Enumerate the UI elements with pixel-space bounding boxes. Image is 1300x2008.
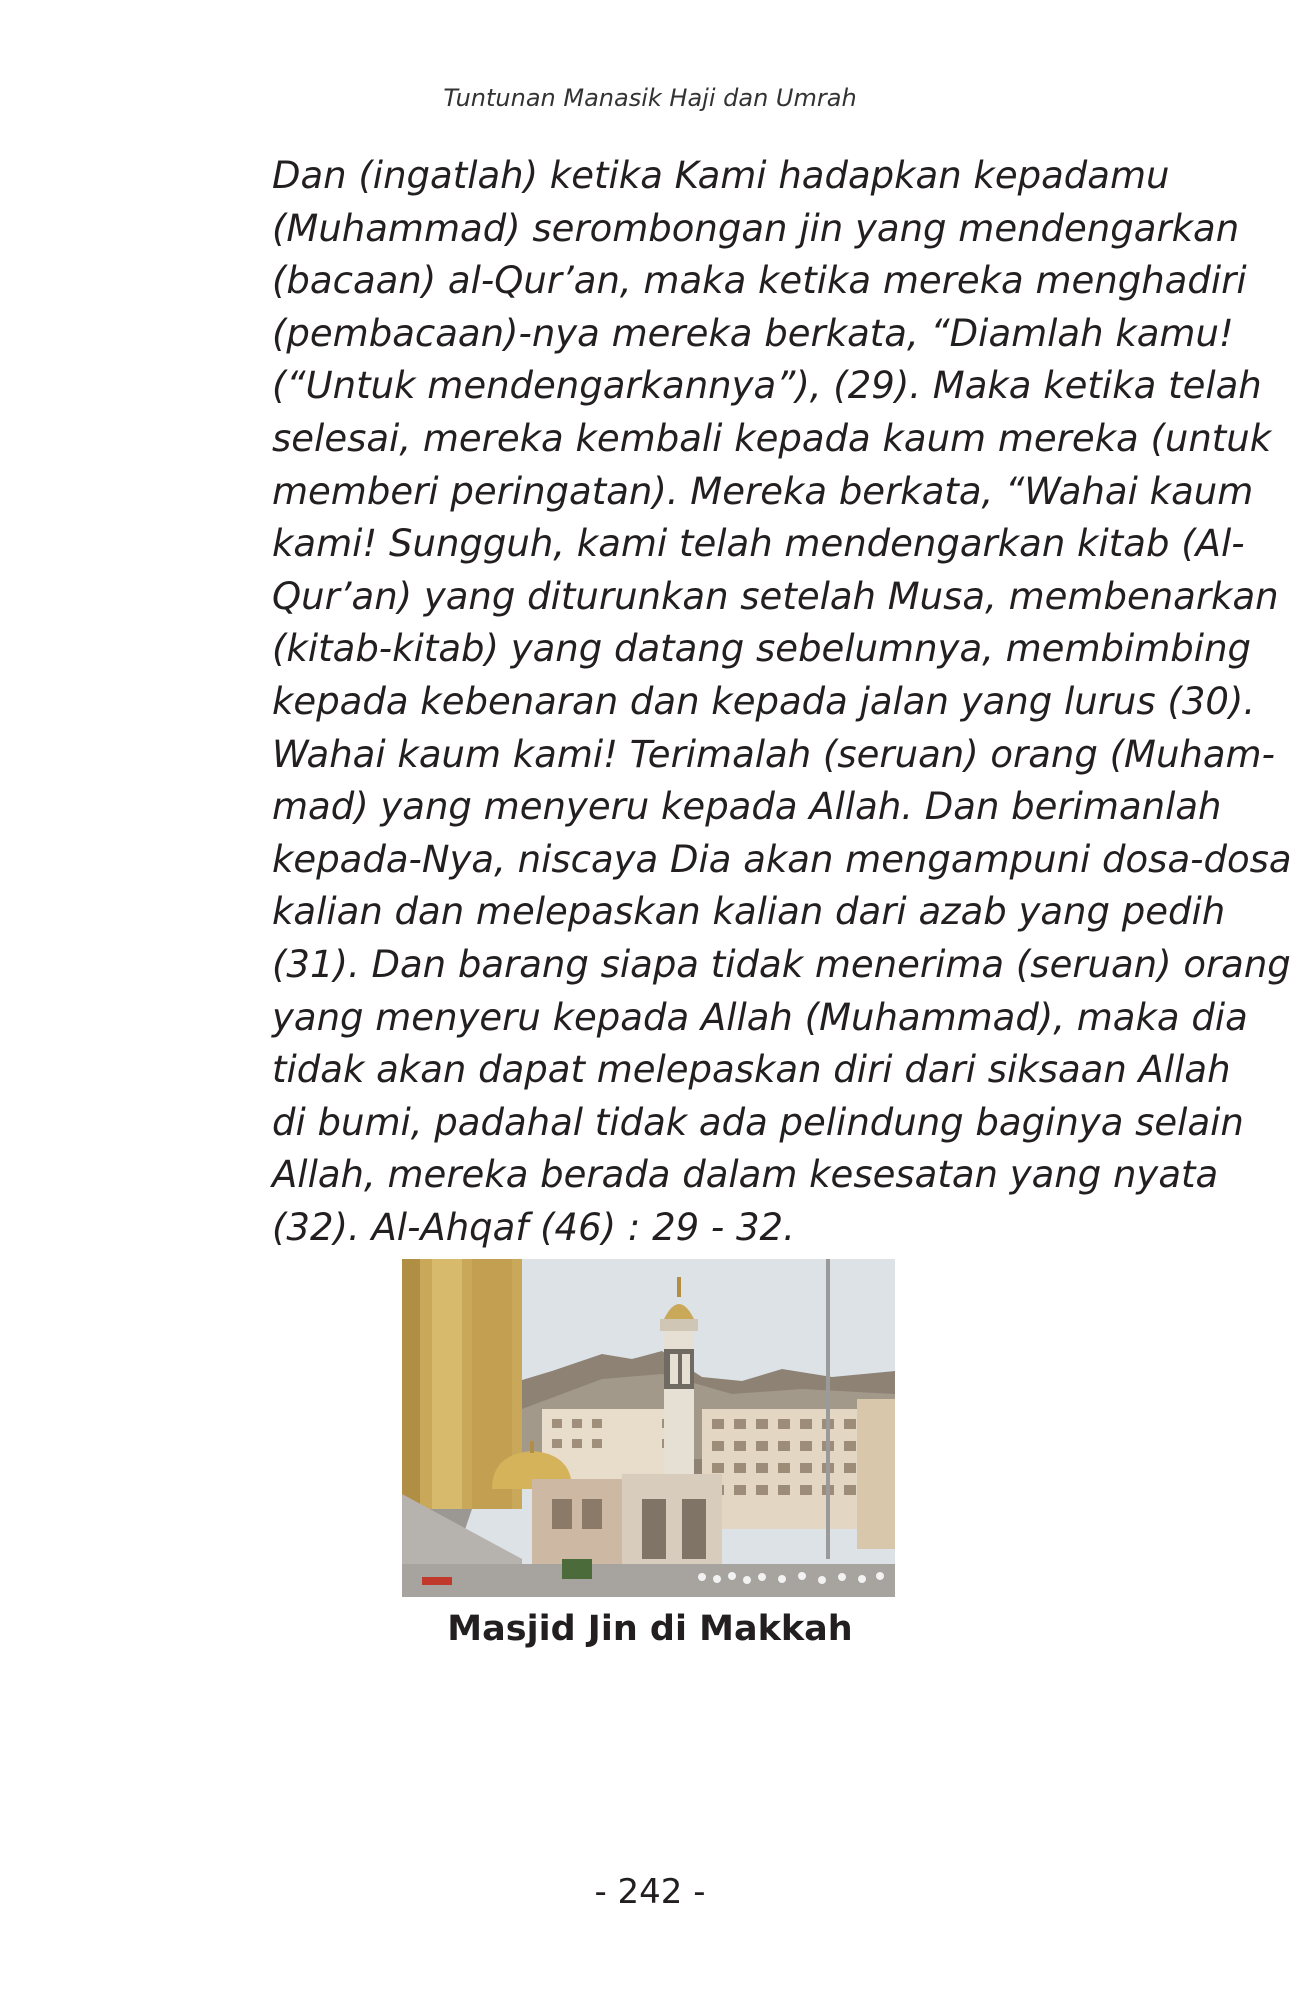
text-line: (pembacaan)-nya mereka berkata, “Diamlah kamu!	[272, 311, 1234, 355]
body-text	[272, 150, 1292, 1254]
text-line: di bumi, padahal tidak ada pelindung baginya selain	[272, 1100, 1244, 1144]
text-line: Dan (ingatlah) ketika Kami hadapkan kepadamu	[272, 154, 1170, 197]
text-line: (32). Al-Ahqaf (46) : 29 - 32.	[272, 1205, 795, 1249]
mosque-photo-illustration	[402, 1259, 895, 1597]
text-line: kepada-Nya, niscaya Dia akan mengampuni dosa-dosa	[272, 837, 1292, 881]
text-line: (Muhammad) serombongan jin yang mendengarkan	[272, 206, 1240, 250]
mosque-photo	[402, 1259, 895, 1597]
text-line: memberi peringatan). Mereka berkata, “Wahai kaum	[272, 469, 1254, 513]
text-line: (bacaan) al-Qur’an, maka ketika mereka menghadiri	[272, 259, 1247, 303]
text-line: kepada kebenaran dan kepada jalan yang lurus (30).	[272, 679, 1256, 723]
text-line: Wahai kaum kami! Terimalah (seruan) orang (Muham-	[272, 732, 1275, 776]
text-line: (31). Dan barang siapa tidak menerima (seruan) orang	[272, 942, 1291, 986]
text-line: Qur’an) yang diturunkan setelah Musa, membenarkan	[272, 574, 1279, 618]
text-line: selesai, mereka kembali kepada kaum mereka (untuk	[272, 416, 1272, 460]
text-line: yang menyeru kepada Allah (Muhammad), maka dia	[272, 995, 1248, 1039]
text-line: kalian dan melepaskan kalian dari azab yang pedih	[272, 890, 1226, 934]
text-line: mad) yang menyeru kepada Allah. Dan berimanlah	[272, 785, 1222, 829]
text-line: Allah, mereka berada dalam kesesatan yang nyata	[272, 1153, 1219, 1197]
text-line: (kitab-kitab) yang datang sebelumnya, membimbing	[272, 627, 1252, 671]
text-line: tidak akan dapat melepaskan diri dari siksaan Allah	[272, 1048, 1231, 1092]
page-number: - 242 -	[594, 1872, 706, 1912]
text-line: (“Untuk mendengarkannya”), (29). Maka ketika telah	[272, 364, 1262, 408]
running-header: Tuntunan Manasik Haji dan Umrah	[443, 84, 857, 112]
figure-caption: Masjid Jin di Makkah	[447, 1609, 853, 1649]
text-line: kami! Sungguh, kami telah mendengarkan kitab (Al-	[272, 522, 1245, 566]
